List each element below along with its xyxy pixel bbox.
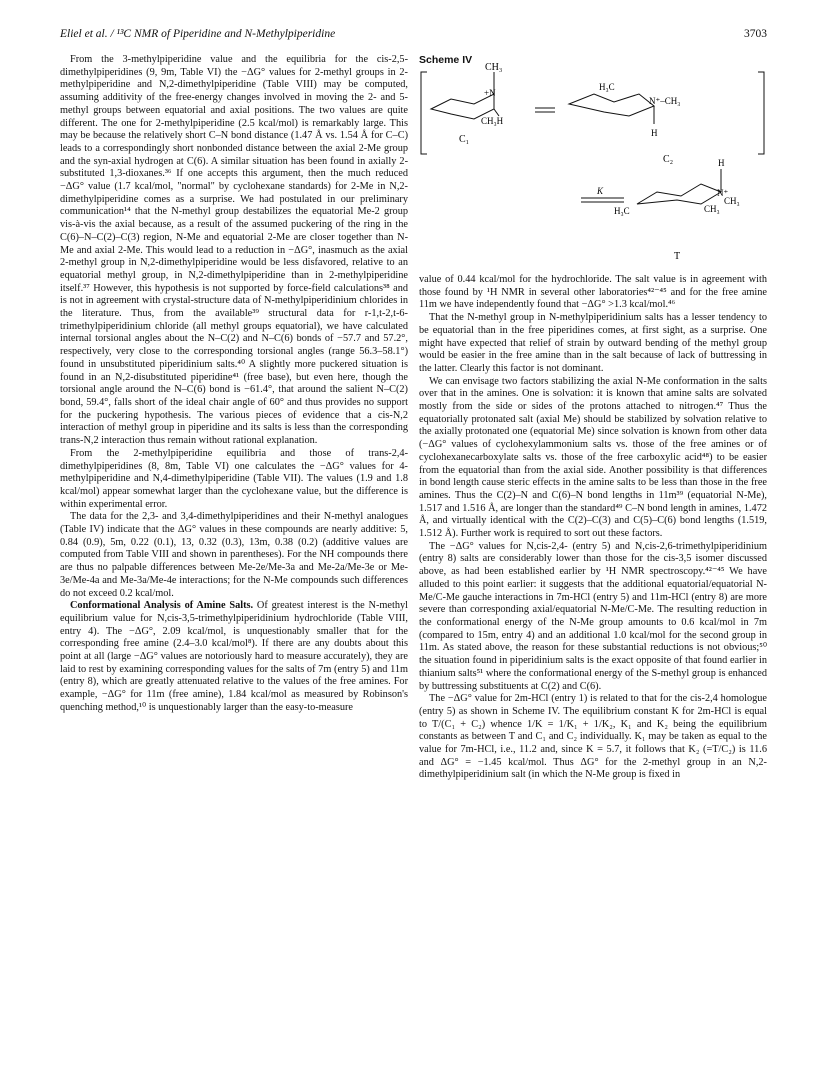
paragraph: From the 2-methylpiperidine equilibria and those of trans-2,4-dimethylpiperidines (8, 8m, Table VI) one calculates the −ΔG° values for 4-methylpiperidine and N,4-dimethylpiperidine (Table VII). The values (1.9 and 1.8 kcal/mol) appear somewhat larger than the cyclohexane value, but the difference is within experimental error. — [60, 447, 408, 510]
t-label: T — [674, 251, 681, 262]
section-heading: Conformational Analysis of Amine Salts. — [70, 600, 254, 612]
k-label: K — [597, 186, 604, 196]
h3c-mid-label: H₃C — [599, 82, 615, 92]
paragraph-text: Of greatest interest is the N-methyl equilibrium value for N,cis-3,5-trimethylpiperidinium hydrochloride (Table VIII, entry 4). The −ΔG°, 2.09 kcal/mol, is unquestionably smaller that for the corresponding free amine (2.4–3.0 kcal/mol⁸). If there are any doubts about this point at all (large −ΔG° values are notoriously hard to measure accurately), they are laid to rest by examining corresponding values for the salts of 7m (entry 5) and 11m (entry 8), which are greatly attenuated relative to the values of the free amines. For example, −ΔG° for 11m (free amine), 1.84 kcal/mol as measured by Robinson's quenching method,¹⁰ is unquestionably larger than the easy-to-measure — [60, 600, 408, 713]
paragraph: value of 0.44 kcal/mol for the hydrochloride. The salt value is in agreement with those found by ¹H NMR in several other laboratories⁴²⁻⁴⁵ and for the free amine 11m we have independently found that −ΔG° >1.3 kcal/mol.⁴⁶ — [419, 274, 767, 311]
nplus-right-label: N⁺–CH₃ — [649, 96, 681, 106]
page-number: 3703 — [744, 28, 767, 40]
nplus-bottom-label: N⁺ — [717, 188, 729, 198]
scheme-title: Scheme IV — [419, 54, 473, 66]
h3c-bottom-label: H₃C — [614, 206, 630, 216]
scheme-figure — [419, 54, 769, 269]
nplus-left-label: +N — [484, 88, 496, 98]
paragraph: We can envisage two factors stabilizing the axial N-Me conformation in the salts over that in the amines. One is solvation: it is known that amine salts are solvated mostly from the side or sides of the protons attached to nitrogen.⁴⁷ Thus the equatorially protonated salt (axial Me) should be stabilized by solvation relative to the axially protonated one (equatorial Me) since solvation is known from other data (−ΔG° values of cyclohexylammonium salts vs. those of the free amines or of cyclohexanecarboxylate salts vs. those of the free carboxylic acid⁴⁸) to be easier from the equatorial than from the axial side. Another possibility is that differences in bond length cause steric effects in the amine salts to be less than those in the free amines. Thus the C(2)–N and C(6)–N bond lengths in 11m³⁹ (equatorial N-Me), 1.517 and 1.516 Å, are longer than the standard⁴⁹ C–N bond length in amines, 1.472 Å, and virtually identical with the C(2)–C(3) and C(5)–C(6) bond lengths (1.519, 1.512 Å). Further work is required to sort out these factors. — [419, 375, 767, 540]
ch3-bottom-label: CH₃ — [724, 196, 740, 206]
scheme-diagram — [419, 54, 769, 269]
paragraph: The −ΔG° values for N,cis-2,4- (entry 5) and N,cis-2,6-trimethylpiperidinium (entry 8) salts are considerably lower than those for the cis-3,5 isomer discussed above, as had been established earlier by ¹H NMR spectroscopy.⁴²⁻⁴⁵ We have alluded to this point earlier: it suggests that the additional equatorial/equatorial N-Me/C-Me gauche interactions in 7m-HCl (entry 5) and 11m-HCl (entry 8) are more severe than corresponding axial/equatorial N-Me/C-Me. The resulting reduction in the conformational energy of the N-Me group amounts to 0.6 kcal/mol in 7m (compared to 15m, entry 4) and an additional 1.0 kcal/mol for the second group in 11m. As stated above, the reason for these substantial reductions is not obvious;⁵⁰ the situation found in piperidinium salts is the exact opposite of that found earlier in thianium salts⁵¹ where the conformational energy of the S-methyl group is enhanced by buttressing substituents at C(2) and C(6). — [419, 540, 767, 692]
paragraph: From the 3-methylpiperidine value and the equilibria for the cis-2,5-dimethylpiperidines (9, 9m, Table VI) the −ΔG° values for 2-methyl groups in 2-methylpiperidine and N,2-dimethylpiperidine (Table VIII) may be computed, assuming additivity of the free-energy changes involved in moving the 2- and 5-methyl groups between equatorial and axial positions. The two values are quite different. The one for 2-methylpiperidine (2.5 kcal/mol) is remarkably large. This may be because the relatively short C–N bond distance (1.47 Å vs. 1.54 Å for C–C) leads to a correspondingly short nonbonded distance between the axial 2-Me group and the syn-axial hydrogen at C(6). A similar situation has been found in axially 2-substituted 1,3-dioxanes.³⁶ If one accepts this argument, then the much reduced −ΔG° value (1.7 kcal/mol, "normal" by cyclohexane standards) for 2-Me in N,2-dimethylpiperidine comes as a surprise. We had postulated in our preliminary communication¹⁴ that the N-methyl group destabilizes the equatorial Me-2 group vis-à-vis the axial because, as a result of the assumed puckering of the ring in the C(6)–N–C(2)–C(3) region, N-Me and equatorial 2-Me are closer together than N-Me and axial 2-Me. This would lead to a reduction in −ΔG°, inasmuch as the axial 2-methyl group in N,2-dimethylpiperidine would be less disfavored, relative to an equatorial methyl group, in N,2-dimethylpiperidine than in 2-methylpiperidine itself.³⁷ However, this hypothesis is not supported by force-field calculations³⁸ and is not in agreement with crystal-structure data of N-methylpiperidinium chlorides in the literature. Thus, from the available³⁹ structural data for r-1,t-2,t-6-trimethylpiperidinium chloride (all methyl groups equatorial), we have calculated internal torsional angles about the N–C(2) and N–C(6) bonds of −57.7 and 57.2°, respectively, very close to the corresponding torsional angles (range 56.3–58.1°) found in unsubstituted piperidinium salts.⁴⁰ A slightly more puckered situation is found in an N,2-disubstituted piperidine⁴¹ (free base), but even here, though the torsional angle around the N–C(6) bond is −61.4°, that around the salient N–C(2) bond, 59.4°, falls short of the ideal chair angle of 60° and thus provides no support for the puckering hypothesis. The various pieces of evidence that a cis-N,2 interaction of methyl group in piperidine and its salts is less than the corresponding trans-N,2 interaction thus remain without rational explanation. — [60, 54, 408, 447]
c1-label: C₁ — [459, 134, 470, 145]
h-bottom-label: H — [718, 158, 725, 168]
paragraph — [60, 600, 408, 714]
ch3-bottom2-label: CH₃ — [704, 204, 720, 214]
right-column — [419, 274, 767, 1054]
c2-label: C₂ — [663, 154, 674, 165]
running-header — [60, 28, 767, 44]
h-right-label: H — [651, 128, 658, 138]
left-column — [60, 54, 408, 1054]
running-title: Eliel et al. / ¹³C NMR of Piperidine and N-Methylpiperidine — [60, 28, 336, 40]
paragraph: The data for the 2,3- and 3,4-dimethylpiperidines and their N-methyl analogues (Table IV) indicate that the ΔG° values in these compounds are nearly additive: 5, 0.84 (0.9), 5m, 0.22 (0.1), 13, 0.32 (0.3), 13m, 0.38 (0.2) (additive values are computed from Table VIII and shown in parentheses). For the NH compounds there are thus no palpable differences between Me-2e/Me-3a and Me-2a/Me-3e or Me-3e/Me-4a and Me-3a/Me-4e interactions; for the N-Me compounds such differences do not exceed 0.2 kcal/mol. — [60, 511, 408, 599]
ch3-top-label: CH₃ — [485, 62, 503, 73]
ch3h-left-label: CH₃H — [481, 116, 504, 126]
paragraph: That the N-methyl group in N-methylpiperidinium salts has a lesser tendency to be equatorial than in the free piperidines comes, at first sight, as a surprise. One might have expected that relief of strain by outward bending of the methyl group would be easier in the free amine than in the salt because of lack of buttressing in the latter. Clearly this factor is not dominant. — [419, 312, 767, 374]
paragraph: The −ΔG° value for 2m-HCl (entry 1) is related to that for the cis-2,4 homologue (entry 5) as shown in Scheme IV. The equilibrium constant K for 2m-HCl is equal to T/(C₁ + C₂) whence 1/K = 1/K₁ + 1/K₂, K₁ and K₂ being the equilibrium constants as between T and C₁ and C₂ individually. K₁ may be taken as equal to the value for 7m-HCl, i.e., 11.2 and, since K = 5.7, it follows that K₂ (=T/C₂) is 11.6 and ΔG° = −1.45 kcal/mol. Thus ΔG° for the 2-methyl group in an N,2-dimethylpiperidinium salt (in which the N-Me group is fixed in — [419, 693, 767, 781]
